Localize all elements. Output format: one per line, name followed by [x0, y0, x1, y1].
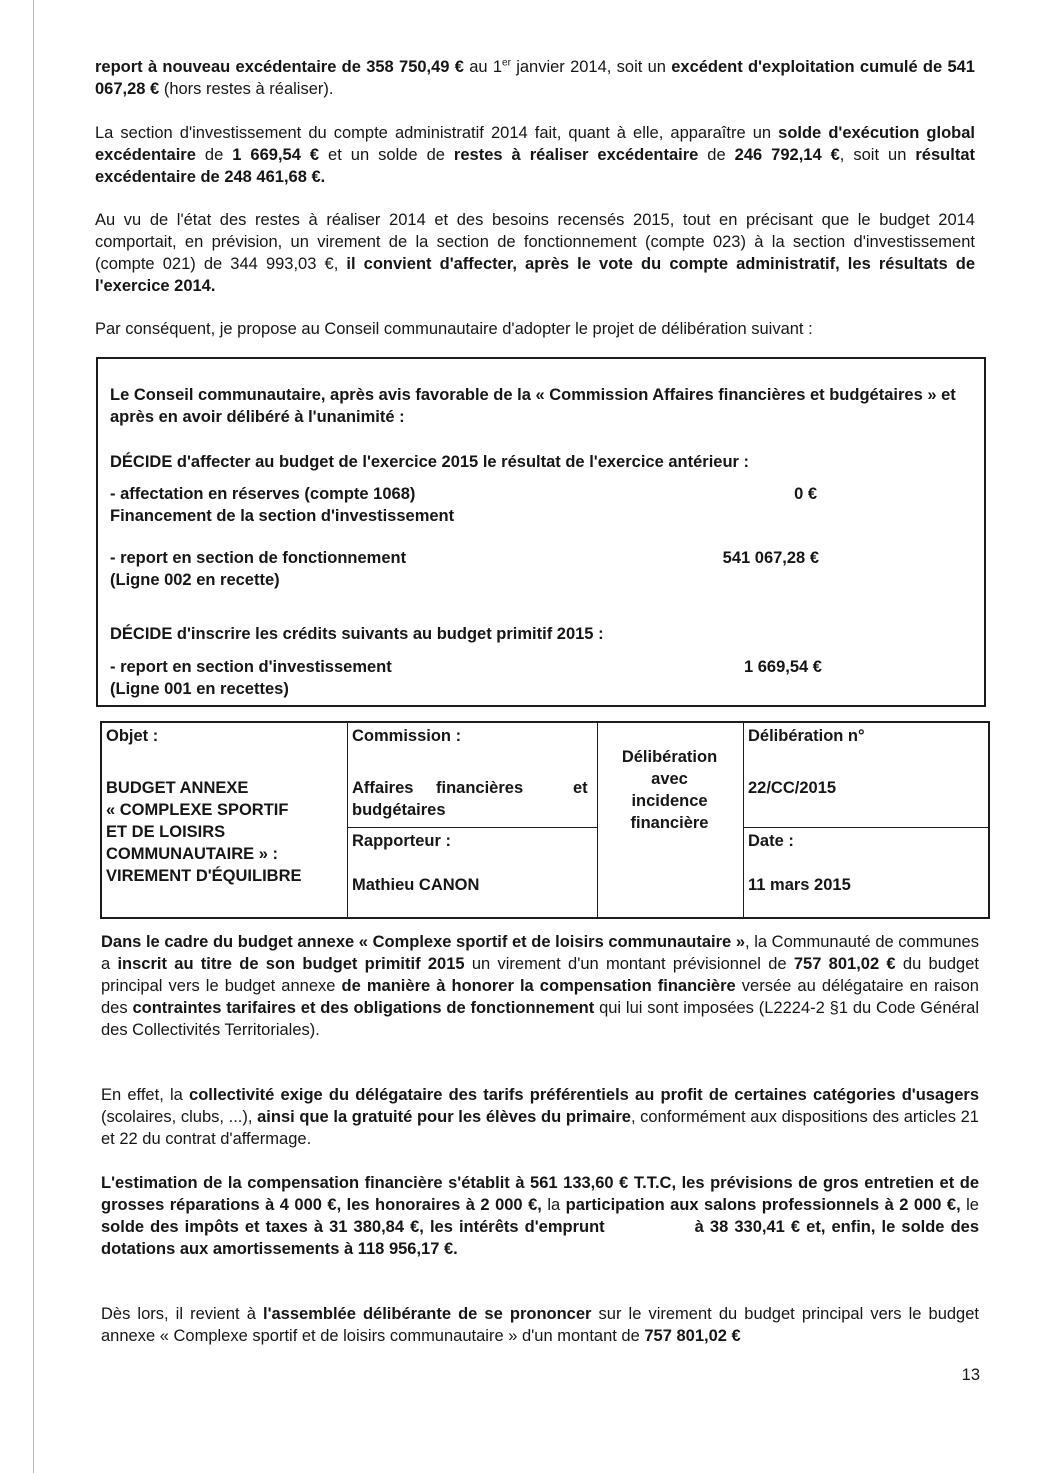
box-item1-amount: 0 € [794, 485, 817, 503]
incidence-line: financière [630, 814, 709, 832]
objet-line: VIREMENT D'ÉQUILIBRE [106, 867, 302, 885]
box-item3-line2: (Ligne 001 en recettes) [110, 680, 289, 698]
box-intro: Le Conseil communautaire, après avis favorable de la « Commission Affaires financières et budgétaires » et après en avoir délibéré à l'unanimité : [110, 386, 956, 426]
table-divider [743, 723, 744, 917]
date-label: Date : [748, 832, 794, 850]
commission-value-part: financières [436, 779, 524, 797]
objet-line: ET DE LOISIRS [106, 823, 226, 841]
paragraph-des-lors: Dès lors, il revient à l'assemblée délibérante de se prononcer sur le virement du budget principal vers le budget annexe « Complexe sportif et de loisirs communautaire » d'un montant de 757 801,02 € [101, 1305, 979, 1345]
paragraph-proposition: Par conséquent, je propose au Conseil communautaire d'adopter le projet de délibération suivant : [95, 320, 813, 338]
date-value: 11 mars 2015 [748, 876, 851, 894]
table-divider [743, 827, 990, 828]
box-item2-amount: 541 067,28 € [722, 549, 819, 567]
box-decide-inscrire: DÉCIDE d'inscrire les crédits suivants au budget primitif 2015 : [110, 625, 604, 643]
objet-label: Objet : [106, 727, 159, 745]
box-item2-line2: (Ligne 002 en recette) [110, 571, 280, 589]
objet-line: « COMPLEXE SPORTIF [106, 801, 289, 819]
commission-value-part: et [573, 779, 588, 797]
paragraph-section-investissement: La section d'investissement du compte administratif 2014 fait, quant à elle, apparaître un solde d'exécution global excédentaire de 1 669,54 € et un solde de restes à réaliser excédentaire de 246 792,14 €, soit un résultat excédentaire de 248 461,68 €. [95, 124, 975, 186]
paragraph-tarifs: En effet, la collectivité exige du délégataire des tarifs préférentiels au profit de certaines catégories d'usagers (scolaires, clubs, ...), ainsi que la gratuité pour les élèves du primaire, conformément aux dispositions des articles 21 et 22 du contrat d'affermage. [101, 1086, 980, 1148]
paragraph-cadre-budget: Dans le cadre du budget annexe « Complexe sportif et de loisirs communautaire », la Communauté de communes a inscrit au titre de son budget primitif 2015 un virement d'un montant prévisionnel de 757 801,02 € du budget principal vers le budget annexe de manière à honorer la compensation financière versée au délégataire en raison des contraintes tarifaires et des obligations de fonctionnement qui lui sont imposées (L2224-2 §1 du Code Général des Collectivités Territoriales). [101, 933, 980, 1039]
paragraph-estimation: L'estimation de la compensation financière s'établit à 561 133,60 € T.T.C, les prévisions de gros entretien et de grosses réparations à 4 000 €, les honoraires à 2 000 €, la participation aux salons professionnels à 2 000 €, le solde des impôts et taxes à 31 380,84 €, les intérêts d'emprunt à 38 330,41 € et, enfin, le solde des dotations aux amortissements à 118 956,17 €. [101, 1174, 979, 1258]
left-margin-line [33, 0, 34, 1473]
commission-value-part: Affaires [352, 779, 414, 797]
objet-line: COMMUNAUTAIRE » : [106, 845, 279, 863]
rapporteur-value: Mathieu CANON [352, 876, 480, 894]
commission-label: Commission : [352, 727, 462, 745]
box-item3-line1: - report en section d'investissement [110, 658, 392, 676]
page-number: 13 [961, 1366, 980, 1384]
table-divider [347, 723, 348, 917]
incidence-line: incidence [631, 792, 708, 810]
incidence-line: Délibération [621, 748, 718, 766]
box-decide-affecter: DÉCIDE d'affecter au budget de l'exercice 2015 le résultat de l'exercice antérieur : [110, 453, 750, 471]
deliberation-number-value: 22/CC/2015 [748, 779, 837, 797]
commission-value-part: budgétaires [352, 801, 446, 819]
box-item3-amount: 1 669,54 € [744, 658, 822, 676]
box-item1-line2: Financement de la section d'investissement [110, 507, 455, 525]
paragraph-report-nouveau: report à nouveau excédentaire de 358 750,49 € au 1er janvier 2014, soit un excédent d'exploitation cumulé de 541 067,28 € (hors restes à réaliser). [95, 57, 975, 98]
deliberation-number-label: Délibération n° [748, 727, 865, 745]
paragraph-restes-a-realiser: Au vu de l'état des restes à réaliser 2014 et des besoins recensés 2015, tout en précisant que le budget 2014 comportait, en prévision, un virement de la section de fonctionnement (compte 023) à la section d'investissement (compte 021) de 344 993,03 €, il convient d'affecter, après le vote du compte administratif, les résultats de l'exercice 2014. [95, 211, 975, 295]
box-item2-line1: - report en section de fonctionnement [110, 549, 407, 567]
box-item1-line1: - affectation en réserves (compte 1068) [110, 485, 416, 503]
incidence-line: avec [651, 770, 688, 788]
objet-line: BUDGET ANNEXE [106, 779, 249, 797]
rapporteur-label: Rapporteur : [352, 832, 451, 850]
table-divider [347, 827, 597, 828]
